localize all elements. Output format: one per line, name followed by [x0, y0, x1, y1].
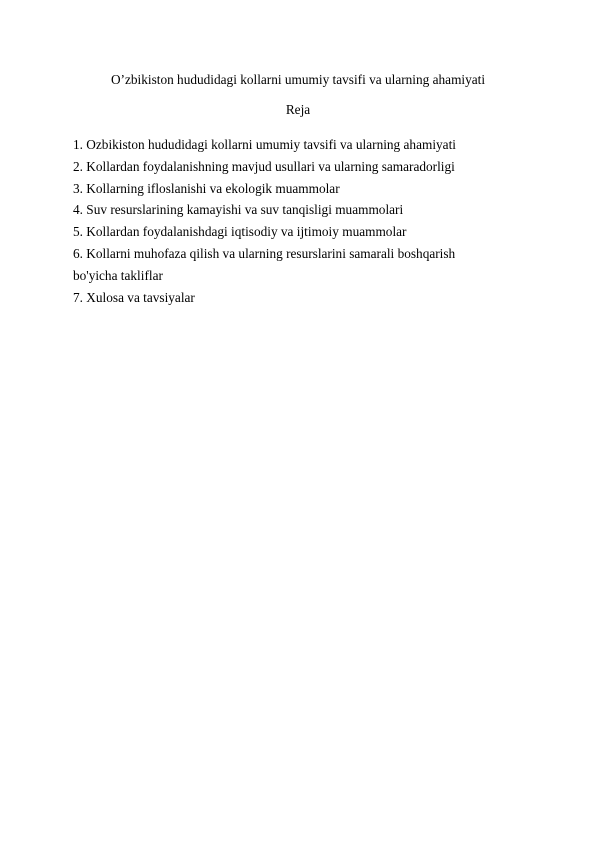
- plan-heading: Reja: [285, 102, 311, 117]
- plan-item-1: 1. Ozbikiston hududidagi kollarni umumiy tavsifi va ularning ahamiyati: [73, 137, 456, 152]
- plan-item-2: 2. Kollardan foydalanishning mavjud usullari va ularning samaradorligi: [73, 158, 455, 174]
- plan-item-5: 5. Kollardan foydalanishdagi iqtisodiy va ijtimoiy muammolar: [73, 224, 407, 240]
- document-title: O’zbikiston hududidagi kollarni umumiy tavsifi va ularning ahamiyati: [110, 72, 486, 87]
- plan-item-6: 6. Kollarni muhofaza qilish va ularning resurslarini samarali boshqarish bo'yicha takliflar: [73, 245, 456, 283]
- plan-list: [73, 134, 533, 308]
- plan-item-7: 7. Xulosa va tavsiyalar: [73, 289, 195, 305]
- plan-item-3: 3. Kollarning ifloslanishi va ekologik muammolar: [73, 180, 340, 196]
- plan-item-4: 4. Suv resurslarining kamayishi va suv tanqisligi muammolari: [73, 202, 404, 218]
